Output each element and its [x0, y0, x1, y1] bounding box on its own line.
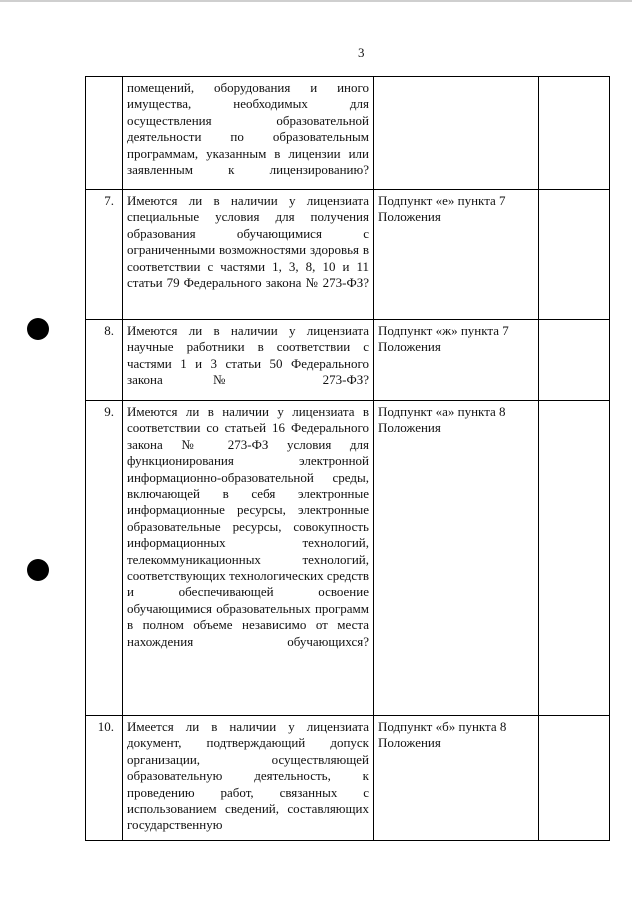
- question-text: Имеются ли в наличии у лицензиата специальные условия для получения образования обучающимися с ограниченными возможностями здоровья в соответствии с частями 1, 3, 8, 10 и 11 статьи 79 Федерального закона № 273-ФЗ?: [127, 193, 369, 291]
- reference-cell: Подпункт «б» пункта 8 Положения: [374, 716, 539, 841]
- table-row: [86, 716, 610, 841]
- table-row: [86, 401, 610, 716]
- table-row: [86, 77, 610, 190]
- question-text: Имеются ли в наличии у лицензиата в соответствии со статьей 16 Федерального закона № 273-ФЗ условия для функционирования электронной информационно-образовательной среды, включающей в себя электронные информационные ресурсы, электронные образовательные ресурсы, совокупность информационных технологий, телекоммуникационных технологий, соответствующих технологических средств и обеспечивающей освоение обучающимися образовательных программ в полном объеме независимо от места нахождения обучающихся?: [127, 404, 369, 649]
- question-text: Имеются ли в наличии у лицензиата научные работники в соответствии с частями 1 и 3 статьи 50 Федерального закона № 273-ФЗ?: [127, 323, 369, 388]
- row-number: [86, 77, 123, 190]
- question-cell: [123, 77, 374, 190]
- scan-top-edge: [0, 0, 632, 2]
- note-cell: [539, 77, 610, 190]
- row-number: 7.: [86, 190, 123, 320]
- question-cell: [123, 190, 374, 320]
- reference-cell: Подпункт «а» пункта 8 Положения: [374, 401, 539, 716]
- reference-cell: Подпункт «ж» пункта 7 Положения: [374, 320, 539, 401]
- checklist-table: [85, 76, 610, 841]
- question-text: помещений, оборудования и иного имущества, необходимых для осуществления образовательной деятельности по образовательным программам, указанным в лицензии или заявленным к лицензированию?: [127, 80, 369, 178]
- punch-hole-mark: [27, 318, 49, 340]
- punch-hole-mark: [27, 559, 49, 581]
- row-number: 9.: [86, 401, 123, 716]
- note-cell: [539, 320, 610, 401]
- question-cell: [123, 716, 374, 841]
- question-cell: [123, 401, 374, 716]
- reference-cell: [374, 77, 539, 190]
- table-row: [86, 320, 610, 401]
- reference-cell: Подпункт «е» пункта 7 Положения: [374, 190, 539, 320]
- question-text: Имеется ли в наличии у лицензиата документ, подтверждающий допуск организации, осуществляющей образовательную деятельность, к проведению работ, связанных с использованием сведений, составляющих государственную: [127, 719, 369, 833]
- row-number: 10.: [86, 716, 123, 841]
- question-cell: [123, 320, 374, 401]
- note-cell: [539, 401, 610, 716]
- row-number: 8.: [86, 320, 123, 401]
- table-row: [86, 190, 610, 320]
- note-cell: [539, 190, 610, 320]
- page-number: 3: [358, 45, 365, 60]
- note-cell: [539, 716, 610, 841]
